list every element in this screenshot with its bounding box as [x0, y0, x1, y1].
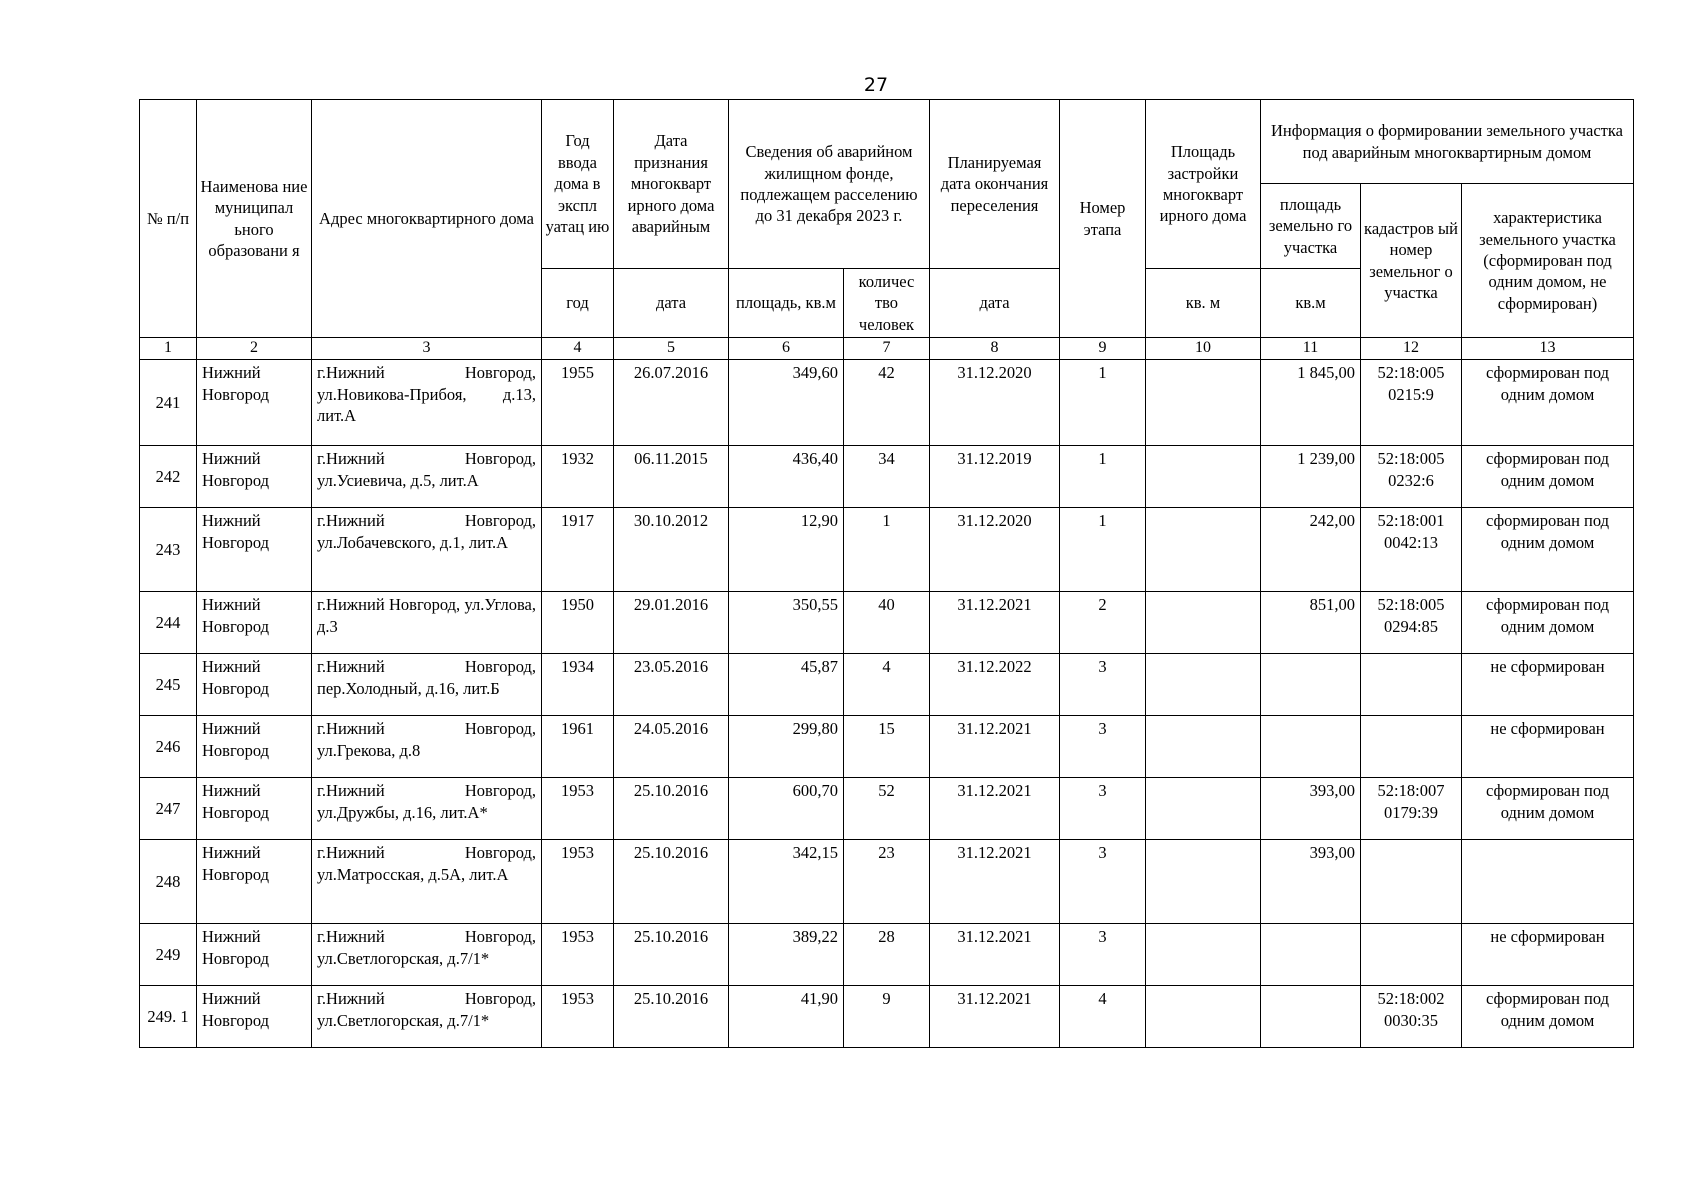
cell-stage-number: 1: [1060, 446, 1146, 508]
cell-land-area: [1261, 716, 1361, 778]
cell-planned-date: 31.12.2020: [930, 360, 1060, 446]
cell-land-characteristic: сформирован под одним домом: [1462, 778, 1634, 840]
cell-row-number: 244: [140, 592, 197, 654]
cell-land-characteristic: не сформирован: [1462, 716, 1634, 778]
cell-people-count: 9: [844, 986, 930, 1048]
cell-planned-date: 31.12.2020: [930, 508, 1060, 592]
cell-planned-date: 31.12.2021: [930, 778, 1060, 840]
cell-land-characteristic: сформирован под одним домом: [1462, 508, 1634, 592]
cell-address: г.Нижний Новгород, пер.Холодный, д.16, лит.Б: [312, 654, 542, 716]
cell-land-area: 393,00: [1261, 840, 1361, 924]
cell-building-area: [1146, 986, 1261, 1048]
cell-row-number: 243: [140, 508, 197, 592]
table-row: [140, 654, 1634, 716]
table-body: [140, 360, 1634, 1048]
unit-land-area: кв.м: [1261, 269, 1361, 338]
cell-municipality: Нижний Новгород: [197, 840, 312, 924]
table-row: [140, 986, 1634, 1048]
header-stage-number: Номер этапа: [1060, 100, 1146, 338]
cell-row-number: 249: [140, 924, 197, 986]
unit-planned-date: дата: [930, 269, 1060, 338]
header-planned-date: Планируемая дата окончания переселения: [930, 100, 1060, 269]
cell-address: г.Нижний Новгород, ул.Усиевича, д.5, лит.А: [312, 446, 542, 508]
header-row-number: № п/п: [140, 100, 197, 338]
cell-planned-date: 31.12.2021: [930, 592, 1060, 654]
cell-area-sqm: 350,55: [729, 592, 844, 654]
cell-municipality: Нижний Новгород: [197, 446, 312, 508]
cell-row-number: 247: [140, 778, 197, 840]
cell-year-built: 1953: [542, 924, 614, 986]
cell-address: г.Нижний Новгород, ул.Матросская, д.5А, лит.А: [312, 840, 542, 924]
cell-land-area: 851,00: [1261, 592, 1361, 654]
cell-recognition-date: 26.07.2016: [614, 360, 729, 446]
cell-land-area: 1 845,00: [1261, 360, 1361, 446]
cell-year-built: 1953: [542, 778, 614, 840]
cell-people-count: 34: [844, 446, 930, 508]
cell-people-count: 28: [844, 924, 930, 986]
cell-planned-date: 31.12.2022: [930, 654, 1060, 716]
cell-land-area: 393,00: [1261, 778, 1361, 840]
cell-cadastral-number: 52:18:005 0215:9: [1361, 360, 1462, 446]
cell-land-area: [1261, 654, 1361, 716]
cell-year-built: 1932: [542, 446, 614, 508]
header-building-area: Площадь застройки многокварт ирного дома: [1146, 100, 1261, 269]
cell-stage-number: 2: [1060, 592, 1146, 654]
cell-land-area: 1 239,00: [1261, 446, 1361, 508]
cell-municipality: Нижний Новгород: [197, 360, 312, 446]
cell-planned-date: 31.12.2019: [930, 446, 1060, 508]
column-number: 1: [140, 338, 197, 360]
header-address: Адрес многоквартирного дома: [312, 100, 542, 338]
cell-cadastral-number: 52:18:001 0042:13: [1361, 508, 1462, 592]
cell-recognition-date: 29.01.2016: [614, 592, 729, 654]
cell-land-characteristic: сформирован под одним домом: [1462, 592, 1634, 654]
cell-municipality: Нижний Новгород: [197, 654, 312, 716]
cell-area-sqm: 349,60: [729, 360, 844, 446]
cell-row-number: 242: [140, 446, 197, 508]
cell-year-built: 1917: [542, 508, 614, 592]
column-number: 12: [1361, 338, 1462, 360]
cell-municipality: Нижний Новгород: [197, 592, 312, 654]
cell-land-characteristic: сформирован под одним домом: [1462, 446, 1634, 508]
cell-municipality: Нижний Новгород: [197, 778, 312, 840]
cell-recognition-date: 25.10.2016: [614, 840, 729, 924]
header-cadastral-number: кадастров ый номер земельног о участка: [1361, 184, 1462, 338]
unit-building-area: кв. м: [1146, 269, 1261, 338]
cell-cadastral-number: [1361, 924, 1462, 986]
cell-address: г.Нижний Новгород, ул.Светлогорская, д.7/1*: [312, 986, 542, 1048]
cell-people-count: 23: [844, 840, 930, 924]
cell-year-built: 1955: [542, 360, 614, 446]
table-row: [140, 778, 1634, 840]
header-land-plot-info: Информация о формировании земельного участка под аварийным многоквартирным домом: [1261, 100, 1634, 184]
cell-row-number: 245: [140, 654, 197, 716]
cell-land-characteristic: не сформирован: [1462, 654, 1634, 716]
table-row: [140, 508, 1634, 592]
cell-stage-number: 3: [1060, 716, 1146, 778]
cell-stage-number: 3: [1060, 654, 1146, 716]
column-number: 11: [1261, 338, 1361, 360]
cell-address: г.Нижний Новгород, ул.Дружбы, д.16, лит.А*: [312, 778, 542, 840]
cell-cadastral-number: 52:18:002 0030:35: [1361, 986, 1462, 1048]
unit-date: дата: [614, 269, 729, 338]
cell-stage-number: 3: [1060, 778, 1146, 840]
cell-cadastral-number: [1361, 840, 1462, 924]
cell-land-area: [1261, 924, 1361, 986]
table-row: [140, 716, 1634, 778]
table-row: [140, 924, 1634, 986]
cell-land-characteristic: [1462, 840, 1634, 924]
cell-building-area: [1146, 654, 1261, 716]
cell-area-sqm: 12,90: [729, 508, 844, 592]
cell-cadastral-number: 52:18:007 0179:39: [1361, 778, 1462, 840]
cell-building-area: [1146, 840, 1261, 924]
table-row: [140, 592, 1634, 654]
cell-year-built: 1953: [542, 986, 614, 1048]
cell-recognition-date: 25.10.2016: [614, 778, 729, 840]
cell-people-count: 42: [844, 360, 930, 446]
cell-planned-date: 31.12.2021: [930, 840, 1060, 924]
cell-address: г.Нижний Новгород, ул.Углова, д.3: [312, 592, 542, 654]
cell-land-characteristic: сформирован под одним домом: [1462, 360, 1634, 446]
cell-planned-date: 31.12.2021: [930, 924, 1060, 986]
cell-year-built: 1953: [542, 840, 614, 924]
cell-building-area: [1146, 716, 1261, 778]
cell-address: г.Нижний Новгород, ул.Новикова-Прибоя, д.13, лит.А: [312, 360, 542, 446]
column-number: 8: [930, 338, 1060, 360]
cell-building-area: [1146, 778, 1261, 840]
column-number: 3: [312, 338, 542, 360]
header-year-built: Год ввода дома в экспл уатац ию: [542, 100, 614, 269]
cell-row-number: 241: [140, 360, 197, 446]
cell-cadastral-number: 52:18:005 0232:6: [1361, 446, 1462, 508]
cell-land-characteristic: сформирован под одним домом: [1462, 986, 1634, 1048]
cell-people-count: 1: [844, 508, 930, 592]
header-land-area: площадь земельно го участка: [1261, 184, 1361, 269]
cell-people-count: 40: [844, 592, 930, 654]
cell-land-characteristic: не сформирован: [1462, 924, 1634, 986]
cell-row-number: 249. 1: [140, 986, 197, 1048]
cell-year-built: 1961: [542, 716, 614, 778]
cell-people-count: 15: [844, 716, 930, 778]
header-municipality: Наименова ние муниципал ьного образовани я: [197, 100, 312, 338]
cell-stage-number: 1: [1060, 508, 1146, 592]
cell-recognition-date: 23.05.2016: [614, 654, 729, 716]
column-number-row: [140, 338, 1634, 360]
unit-people: количес тво человек: [844, 269, 930, 338]
table-row: [140, 446, 1634, 508]
cell-address: г.Нижний Новгород, ул.Грекова, д.8: [312, 716, 542, 778]
cell-land-area: 242,00: [1261, 508, 1361, 592]
cell-recognition-date: 24.05.2016: [614, 716, 729, 778]
cell-stage-number: 3: [1060, 840, 1146, 924]
unit-year: год: [542, 269, 614, 338]
unit-area: площадь, кв.м: [729, 269, 844, 338]
cell-land-area: [1261, 986, 1361, 1048]
cell-area-sqm: 41,90: [729, 986, 844, 1048]
cell-recognition-date: 25.10.2016: [614, 924, 729, 986]
column-number: 7: [844, 338, 930, 360]
cell-area-sqm: 600,70: [729, 778, 844, 840]
cell-building-area: [1146, 592, 1261, 654]
column-number: 4: [542, 338, 614, 360]
cell-planned-date: 31.12.2021: [930, 986, 1060, 1048]
cell-building-area: [1146, 924, 1261, 986]
cell-recognition-date: 06.11.2015: [614, 446, 729, 508]
cell-stage-number: 4: [1060, 986, 1146, 1048]
cell-area-sqm: 342,15: [729, 840, 844, 924]
cell-cadastral-number: 52:18:005 0294:85: [1361, 592, 1462, 654]
header-emergency-fund: Сведения об аварийном жилищном фонде, подлежащем расселению до 31 декабря 2023 г.: [729, 100, 930, 269]
cell-cadastral-number: [1361, 716, 1462, 778]
cell-row-number: 246: [140, 716, 197, 778]
cell-year-built: 1950: [542, 592, 614, 654]
cell-planned-date: 31.12.2021: [930, 716, 1060, 778]
header-land-characteristic: характеристика земельного участка (сформирован под одним домом, не сформирован): [1462, 184, 1634, 338]
resettlement-table: [139, 99, 1634, 1048]
cell-building-area: [1146, 508, 1261, 592]
cell-people-count: 4: [844, 654, 930, 716]
cell-area-sqm: 389,22: [729, 924, 844, 986]
header-recognition-date: Дата признания многокварт ирного дома аварийным: [614, 100, 729, 269]
column-number: 10: [1146, 338, 1261, 360]
column-number: 2: [197, 338, 312, 360]
column-number: 9: [1060, 338, 1146, 360]
cell-year-built: 1934: [542, 654, 614, 716]
column-number: 13: [1462, 338, 1634, 360]
cell-cadastral-number: [1361, 654, 1462, 716]
table-row: [140, 360, 1634, 446]
cell-municipality: Нижний Новгород: [197, 508, 312, 592]
column-number: 5: [614, 338, 729, 360]
cell-building-area: [1146, 446, 1261, 508]
cell-stage-number: 3: [1060, 924, 1146, 986]
cell-address: г.Нижний Новгород, ул.Лобачевского, д.1, лит.А: [312, 508, 542, 592]
table-header: [140, 100, 1634, 338]
cell-municipality: Нижний Новгород: [197, 716, 312, 778]
cell-area-sqm: 45,87: [729, 654, 844, 716]
column-number: 6: [729, 338, 844, 360]
page-number: 27: [863, 74, 889, 96]
cell-municipality: Нижний Новгород: [197, 986, 312, 1048]
cell-area-sqm: 436,40: [729, 446, 844, 508]
cell-recognition-date: 30.10.2012: [614, 508, 729, 592]
cell-building-area: [1146, 360, 1261, 446]
cell-stage-number: 1: [1060, 360, 1146, 446]
cell-recognition-date: 25.10.2016: [614, 986, 729, 1048]
cell-row-number: 248: [140, 840, 197, 924]
cell-address: г.Нижний Новгород, ул.Светлогорская, д.7/1*: [312, 924, 542, 986]
table-row: [140, 840, 1634, 924]
cell-municipality: Нижний Новгород: [197, 924, 312, 986]
cell-area-sqm: 299,80: [729, 716, 844, 778]
cell-people-count: 52: [844, 778, 930, 840]
